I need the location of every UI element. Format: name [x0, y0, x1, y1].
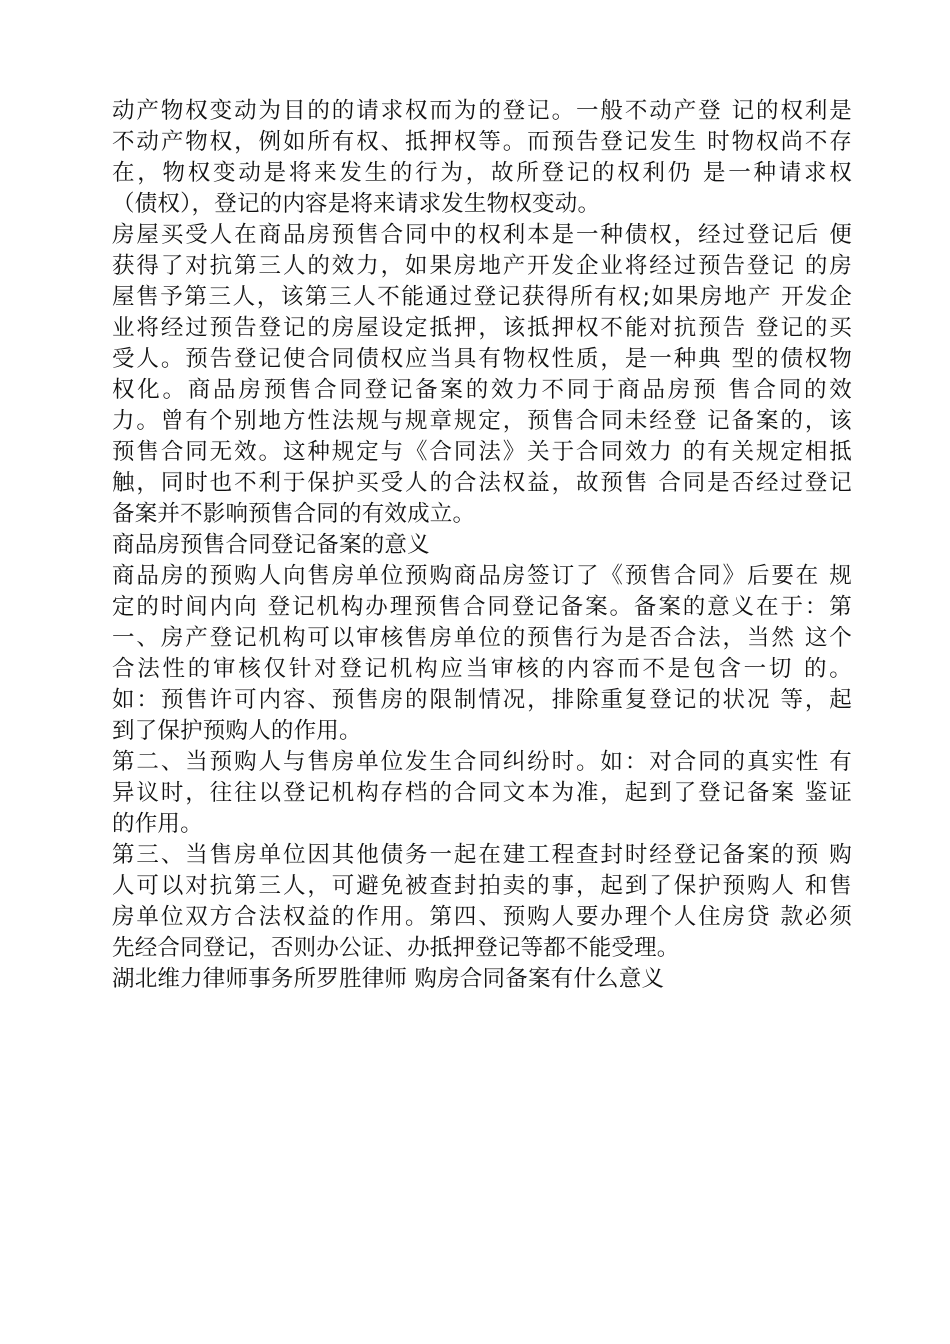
- text-line: 先经合同登记，否则办公证、办抵押登记等都不能受理。: [112, 935, 680, 961]
- text-line: 权化。商品房预售合同登记备案的效力不同于商品房预 售合同的效: [112, 377, 852, 403]
- text-line: 商品房的预购人向售房单位预购商品房签订了《预售合同》后要在 规: [112, 563, 852, 589]
- text-line: （债权），登记的内容是将来请求发生物权变动。: [112, 191, 601, 217]
- text-line: 业将经过预告登记的房屋设定抵押，该抵押权不能对抗预告 登记的买: [112, 315, 852, 341]
- text-line: 力。曾有个别地方性法规与规章规定，预售合同未经登 记备案的，该: [112, 408, 852, 434]
- text-line: 在，物权变动是将来发生的行为，故所登记的权利仍 是一种请求权: [112, 160, 852, 186]
- text-line: 动产物权变动为目的的请求权而为的登记。一般不动产登 记的权利是: [112, 98, 852, 124]
- text-line: 如：预售许可内容、预售房的限制情况，排除重复登记的状况 等，起: [112, 687, 852, 713]
- text-line: 房单位双方合法权益的作用。第四、预购人要办理个人住房贷 款必须: [112, 904, 852, 930]
- text-line: 触，同时也不利于保护买受人的合法权益，故预售 合同是否经过登记: [112, 470, 852, 496]
- text-line: 一、房产登记机构可以审核售房单位的预售行为是否合法，当然 这个: [112, 625, 852, 651]
- text-line: 合法性的审核仅针对登记机构应当审核的内容而不是包含一切 的。: [112, 656, 852, 682]
- text-line: 受人。预告登记使合同债权应当具有物权性质，是一种典 型的债权物: [112, 346, 852, 372]
- text-line: 第三、当售房单位因其他债务一起在建工程查封时经登记备案的预 购: [112, 842, 852, 868]
- text-line: 定的时间内向 登记机构办理预售合同登记备案。备案的意义在于：第: [112, 594, 852, 620]
- signature-line: 湖北维力律师事务所罗胜律师 购房合同备案有什么意义: [112, 966, 665, 992]
- text-line: 人可以对抗第三人，可避免被查封拍卖的事，起到了保护预购人 和售: [112, 873, 852, 899]
- section-heading: 商品房预售合同登记备案的意义: [112, 532, 430, 558]
- text-line: 的作用。: [112, 811, 203, 837]
- text-line: 不动产物权，例如所有权、抵押权等。而预告登记发生 时物权尚不存: [112, 129, 852, 155]
- text-line: 异议时，往往以登记机构存档的合同文本为准，起到了登记备案 鉴证: [112, 780, 852, 806]
- text-line: 屋售予第三人，该第三人不能通过登记获得所有权;如果房地产 开发企: [112, 284, 852, 310]
- text-line: 到了保护预购人的作用。: [112, 718, 362, 744]
- text-line: 获得了对抗第三人的效力，如果房地产开发企业将经过预告登记 的房: [112, 253, 852, 279]
- text-line: 备案并不影响预售合同的有效成立。: [112, 501, 476, 527]
- document-body: [112, 96, 852, 995]
- text-line: 第二、当预购人与售房单位发生合同纠纷时。如：对合同的真实性 有: [112, 749, 852, 775]
- text-line: 预售合同无效。这种规定与《合同法》关于合同效力 的有关规定相抵: [112, 439, 852, 465]
- text-line: 房屋买受人在商品房预售合同中的权利本是一种债权，经过登记后 便: [112, 222, 852, 248]
